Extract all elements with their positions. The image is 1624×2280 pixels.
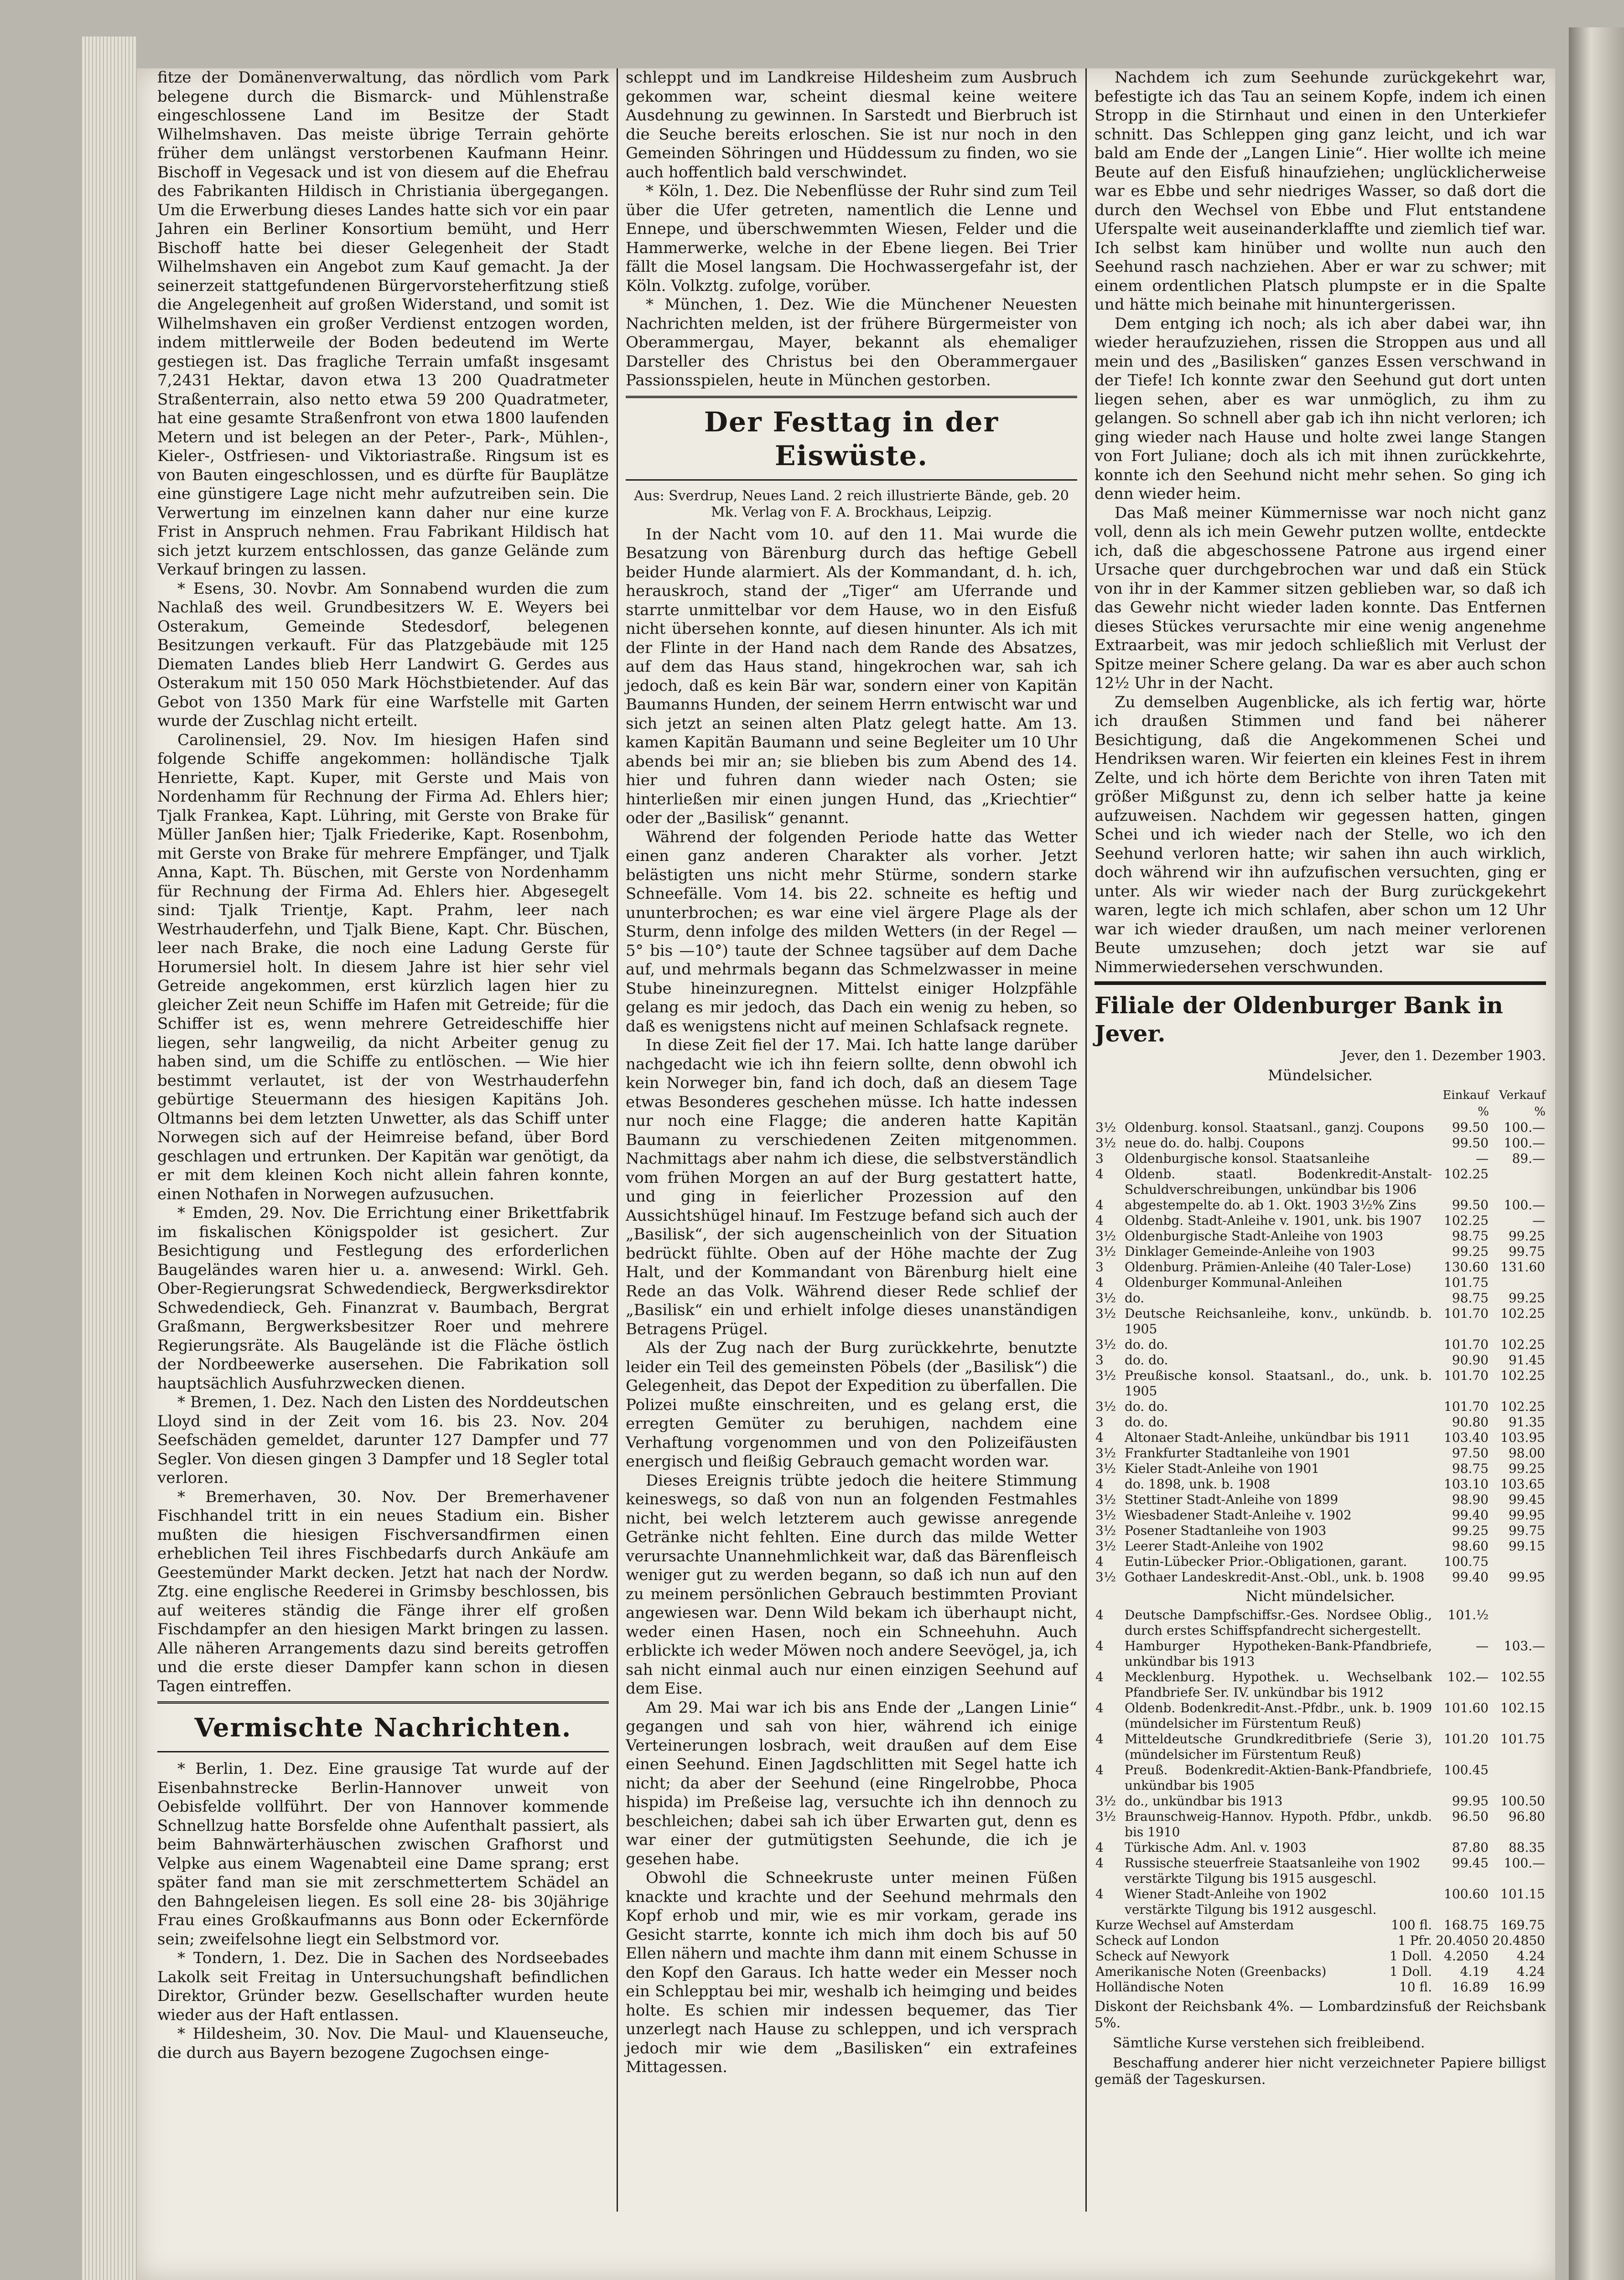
column-left: [157, 68, 609, 2062]
table-cell: 3½: [1095, 1809, 1116, 1824]
table-row: [1095, 1886, 1546, 1902]
table-cell: 4: [1095, 1731, 1104, 1746]
table-row: [1095, 1135, 1546, 1151]
table-cell: do. do.: [1125, 1352, 1168, 1368]
table-cell: Deutsche Reichsanleihe, konv., unkündb. b. 1905: [1125, 1306, 1432, 1337]
table-row: [1095, 1492, 1546, 1508]
table-row: [1095, 1607, 1546, 1638]
table-cell: Türkische Adm. Anl. v. 1903: [1125, 1840, 1307, 1855]
table-cell: 102.25: [1444, 1166, 1489, 1181]
table-cell: [1489, 1554, 1546, 1570]
table-cell: 3: [1095, 1414, 1104, 1430]
table-cell: do., unkündbar bis 1913: [1125, 1793, 1283, 1808]
table-cell: 99.75: [1508, 1244, 1545, 1259]
table-row: [1095, 1213, 1546, 1228]
table-cell: 100.75: [1444, 1554, 1489, 1569]
table-cell: Scheck auf Newyork: [1095, 1948, 1230, 1964]
col-header-sell: Verkauf: [1499, 1088, 1546, 1102]
table-cell: 103.65: [1500, 1476, 1545, 1492]
table-cell: Wiesbadener Stadt-Anleihe v. 1902: [1125, 1507, 1352, 1523]
table-cell: [1489, 1902, 1546, 1917]
table-cell: Frankfurter Stadtanleihe von 1901: [1125, 1445, 1351, 1461]
table-row: [1095, 1244, 1546, 1259]
paragraph: * Tondern, 1. Dez. Die in Sachen des Nordseebades Lakolk seit Freitag in Untersuchungshaft befindlichen Direktor, Gründer bezw. Gesellschafter wurden heute wieder aus der Haft entlassen.: [157, 1949, 609, 2024]
column-middle: [626, 68, 1077, 2077]
table-cell: Mecklenburg. Hypothek. u. Wechselbank Pfandbriefe Ser. IV. unkündbar bis 1912: [1125, 1669, 1432, 1700]
table-cell: Altonaer Stadt-Anleihe, unkündbar bis 1911: [1125, 1430, 1411, 1445]
table-cell: 4: [1095, 1607, 1104, 1622]
table-cell: 4: [1095, 1554, 1104, 1569]
paragraph: * Esens, 30. Novbr. Am Sonnabend wurden die zum Nachlaß des weil. Grundbesitzers W. E. Weyers bei Osterakum, Gemeinde Stedesdorf, belegenen Besitzungen verkauft. Für das Platzgebäude mit 125 Diematen Landes blieb Herr Landwirt G. Gerdes aus Osterakum mit 150 050 Mark Höchstbietender. Auf das Gebot von 1350 Mark für eine Warfstelle mit Garten wurde der Zuschlag nicht erteilt.: [157, 579, 609, 730]
table-cell: 103.10: [1444, 1476, 1489, 1492]
table-cell: Kurze Wechsel auf Amsterdam: [1095, 1917, 1294, 1933]
exchange-table: [1095, 1917, 1546, 1995]
table-row: [1095, 1151, 1546, 1166]
table-cell: 1 Doll.: [1390, 1964, 1432, 1979]
table-row: [1095, 1793, 1546, 1809]
table-cell: Holländische Noten: [1095, 1979, 1224, 1995]
table-cell: [1489, 1166, 1546, 1197]
table-cell: 99.45: [1452, 1855, 1489, 1871]
table-cell: 99.25: [1452, 1244, 1489, 1259]
table-row: [1095, 1430, 1546, 1446]
table-row: [1095, 1902, 1546, 1917]
table-cell: Mitteldeutsche Grundkreditbriefe (Serie 3), (mündelsicher im Fürstentum Reuß): [1125, 1731, 1432, 1762]
paragraph: Carolinensiel, 29. Nov. Im hiesigen Hafen sind folgende Schiffe angekommen: holländische Tjalk Henriette, Kapt. Kuper, mit Gerste und Mais von Nordenhamm für Rechnung der Firma Ad. Ehlers hier; Tjalk Frankea, Kapt. Lühring, mit Gerste von Brake für Müller Janßen hier; Tjalk Friederike, Kapt. Rosenbohm, mit Gerste von Brake für mehrere Empfänger, und Tjalk Anna, Kapt. Th. Büschen, mit Gerste von Nordenhamm für Rechnung der Firma Ad. Ehlers hier. Abgesegelt sind: Tjalk Trientje, Kapt. Prahm, leer nach Westrhauderfehn, und Tjalk Biene, Kapt. Chr. Büschen, leer nach Brake, die noch eine Ladung Gerste für Horumersiel holt. In diesem Jahre ist hier sehr viel Getreide angekommen, erst kürzlich lagen hier zu gleicher Zeit neun Schiffe im Hafen mit Getreide; für die Schiffer ist es, wenn mehrere Getreideschiffe hier liegen, sehr langweilig, da nicht Arbeiter genug zu haben sind, um die Schiffe zu entlöschen. — Wie hier bestimmt verlautet, ist der von Westrhauderfehn gebürtige Steuermann des hiesigen Kapitäns Joh. Oltmanns bei dem letzten Unwetter, als das Schiff unter Norwegen sich auf der Heimreise befand, über Bord geschlagen und ertrunken. Der Kapitän war genötigt, da er mit dem kleinen Koch nicht allein fahren konnte, einen Nothafen in Norwegen aufzusuchen.: [157, 731, 609, 1203]
col-unit-buy: %: [1478, 1104, 1489, 1119]
table-row: [1095, 1554, 1546, 1570]
paragraph: * Köln, 1. Dez. Die Nebenflüsse der Ruhr sind zum Teil über die Ufer getreten, namentlich die Lenne und Ennepe, und überschwemmten Wiesen, Felder und die Hammerwerke, welche in der Ebene liegen. Bei Trier fällt die Mosel langsam. Die Hochwassergefahr ist, der Köln. Volkztg. zufolge, vorüber.: [626, 182, 1077, 295]
table-row: [1095, 1979, 1546, 1995]
table-cell: Oldenb. staatl. Bodenkredit-Anstalt-Schuldverschreibungen, unkündbar bis 1906: [1125, 1166, 1432, 1197]
table-cell: neue do. do. halbj. Coupons: [1125, 1135, 1304, 1150]
table-cell: 91.45: [1508, 1352, 1545, 1368]
table-cell: do. do.: [1125, 1399, 1168, 1414]
table-cell: 98.60: [1452, 1538, 1489, 1554]
table-cell: 131.60: [1500, 1259, 1545, 1275]
paragraph: * Berlin, 1. Dez. Eine grausige Tat wurde auf der Eisenbahnstrecke Berlin-Hannover unweit von Oebisfelde vollführt. Der von Hannover kommende Schnellzug hatte Borsfelde ohne Aufenthalt passiert, als beim Bahnwärterhäuschen zwischen Grafhorst und Velpke aus einem Wagenabteil eine Dame sprang; erst später fand man sie mit zerschmettertem Schädel an den Bahngeleisen liegen. Es soll eine 28- bis 30jährige Frau eines Großkaufmanns aus Bonn oder Eckernförde sein; zweifelsohne liegt ein Selbstmord vor.: [157, 1760, 609, 1948]
table-cell: 101.70: [1444, 1337, 1489, 1352]
table-cell: 99.25: [1452, 1523, 1489, 1538]
table-row: [1095, 1964, 1546, 1979]
table-row: [1095, 1337, 1546, 1352]
table-row: [1095, 1638, 1546, 1669]
paragraph: Zu demselben Augenblicke, als ich fertig war, hörte ich draußen Stimmen und fand bei näherer Besichtigung, daß die Angekommenen Schei und Hendriksen waren. Wir feierten ein kleines Fest in ihrem Zelte, und ich hörte dem Berichte von ihren Taten mit größer Mißgunst zu, denn ich selber hatte ja keine aufzuweisen. Nachdem wir gegessen hatten, gingen Schei und ich wieder nach der Stelle, wo ich den Seehund verloren hatte; wir sahen ihn auch wirklich, doch während wir ihn aufzufischen versuchten, ging er unter. Als wir wieder nach der Burg zurückgekehrt waren, legte ich mich schlafen, aber schon um 12 Uhr war ich wieder draußen, um nach meiner verlorenen Beute umzusehen; doch jetzt war sie auf Nimmerwiedersehen verschwunden.: [1095, 693, 1546, 976]
table-row: [1095, 1840, 1546, 1855]
table-cell: 4: [1095, 1700, 1104, 1715]
table-cell: 99.25: [1508, 1461, 1545, 1476]
table-cell: 1 Doll.: [1390, 1948, 1432, 1964]
table-cell: Eutin-Lübecker Prior.-Obligationen, garant.: [1125, 1554, 1407, 1569]
table-cell: 98.00: [1508, 1445, 1545, 1461]
table-cell: 3½: [1095, 1399, 1116, 1414]
table-row: [1095, 1477, 1546, 1492]
table-cell: 101.70: [1444, 1368, 1489, 1383]
table-row: [1095, 1228, 1546, 1244]
table-cell: 3½: [1095, 1228, 1116, 1244]
table-cell: verstärkte Tilgung bis 1912 ausgeschl.: [1125, 1902, 1377, 1917]
table-cell: 103.95: [1500, 1430, 1545, 1445]
table-cell: 3½: [1095, 1368, 1116, 1383]
table-cell: 1 Pfr.: [1397, 1933, 1432, 1948]
table-cell: 3½: [1095, 1244, 1116, 1259]
table-cell: 87.80: [1452, 1840, 1489, 1855]
table-cell: 3½: [1095, 1492, 1116, 1507]
table-cell: Oldenb. Bodenkredit-Anst.-Pfdbr., unk. b. 1909 (mündelsicher im Fürstentum Reuß): [1125, 1700, 1432, 1731]
table-cell: 99.15: [1508, 1538, 1545, 1554]
article-heading-box: [626, 396, 1077, 481]
bank-date: Jever, den 1. Dezember 1903.: [1341, 1048, 1546, 1064]
table-cell: 98.90: [1452, 1492, 1489, 1507]
table-cell: 100 fl.: [1391, 1917, 1432, 1933]
table-cell: 102.25: [1500, 1306, 1545, 1321]
paragraph: Dieses Ereignis trübte jedoch die heitere Stimmung keineswegs, so daß von nun an folgenden Festmahles nicht, bei welch letzterem auch gewisse anregende Getränke nicht fehlten. Eine durch das milde Wetter verursachte Unannehmlichkeit war, daß das Bärenfleisch weniger gut zu werden begann, so daß ich nun auf den zu meinem persönlichen Gebrauch bestimmten Proviant angewiesen war. Denn Wild bekam ich überhaupt nicht, weder einen Hasen, noch ein Schneehuhn. Auch erblickte ich weder Möwen noch andere Seevögel, ja, ich sah nicht einmal auch nur einen einzigen Seehund auf dem Eise.: [626, 1471, 1077, 1698]
table-row: [1095, 1197, 1546, 1213]
table-cell: 99.40: [1452, 1507, 1489, 1523]
bank-foot-1: Sämtliche Kurse verstehen sich freibleibend.: [1113, 2035, 1425, 2051]
table-cell: 3½: [1095, 1290, 1116, 1306]
table-row: [1095, 1352, 1546, 1368]
table-row: [1095, 1120, 1546, 1135]
table-cell: [1433, 1902, 1489, 1917]
table-row: [1095, 1948, 1546, 1964]
table-row: [1095, 1933, 1546, 1948]
table-cell: 3½: [1095, 1337, 1116, 1352]
table-cell: 96.80: [1508, 1809, 1545, 1824]
table-cell: 4.19: [1460, 1964, 1489, 1979]
table-row: [1095, 1762, 1546, 1793]
table-cell: 100.—: [1504, 1855, 1545, 1871]
table-cell: 97.50: [1452, 1445, 1489, 1461]
table-cell: 99.95: [1508, 1569, 1545, 1585]
table-row: [1095, 1731, 1546, 1762]
table-cell: —: [1476, 1638, 1489, 1653]
table-cell: Oldenbg. Stadt-Anleihe v. 1901, unk. bis 1907: [1125, 1213, 1422, 1228]
table-row: [1095, 1871, 1546, 1886]
table-cell: 20.4850: [1492, 1933, 1545, 1948]
table-cell: Posener Stadtanleihe von 1903: [1125, 1523, 1327, 1538]
table-cell: abgestempelte do. ab 1. Okt. 1903 3½% Zins: [1125, 1197, 1416, 1213]
paragraph: In diese Zeit fiel der 17. Mai. Ich hatte lange darüber nachgedacht wie ich ihn feiern sollte, denn obwohl ich kein Norweger bin, fand ich doch, daß an diesem Tage etwas Besonderes geschehen müsse. Ich hatte indessen nur noch eine Flagge; die anderen hatte Kapitän Baumann zu verschiedenen Zeiten mitgenommen. Nachmittags aber nahm ich diese, die selbstverständlich vom frühen Morgen an auf der Burg gestattert hatte, und ging in feierlicher Prozession auf den Aussichtshügel hinauf. Im Festzuge befand sich auch der „Basilisk“, der sich augenscheinlich von der Situation bedrückt fühlte. Oben auf der Höhe machte der Zug Halt, und der Kommandant von Bärenburg hielt eine Rede an das Volk. Während dieser Rede schlief der „Basilisk“ ein und erhielt infolge dieses unanständigen Betragens Prügel.: [626, 1036, 1077, 1338]
table-cell: —: [1532, 1213, 1545, 1228]
table-cell: do. do.: [1125, 1337, 1168, 1352]
table-cell: 3½: [1095, 1119, 1116, 1135]
column-rule: [1085, 68, 1087, 2212]
table-cell: Gothaer Landeskredit-Anst.-Obl., unk. b. 1908: [1125, 1569, 1425, 1585]
table-cell: 16.99: [1508, 1979, 1545, 1995]
table-cell: 101.60: [1444, 1700, 1489, 1715]
table-cell: Dinklager Gemeinde-Anleihe von 1903: [1125, 1244, 1375, 1259]
table-cell: 4: [1095, 1886, 1104, 1902]
table-cell: 4.24: [1516, 1964, 1545, 1979]
table-cell: 3: [1095, 1352, 1104, 1368]
table-cell: 98.75: [1452, 1290, 1489, 1306]
paragraph: * Bremen, 1. Dez. Nach den Listen des Norddeutschen Lloyd sind in der Zeit vom 16. bis 23. Nov. 204 Seefschäden gemeldet, darunter 127 Dampfer und 77 Segler. Von diesen gingen 3 Dampfer und 18 Segler total verloren.: [157, 1393, 609, 1487]
table-cell: 91.35: [1508, 1414, 1545, 1430]
table-cell: Scheck auf London: [1095, 1933, 1219, 1948]
paragraph: In der Nacht vom 10. auf den 11. Mai wurde die Besatzung von Bärenburg durch das heftige Gebell beider Hunde alarmiert. Als der Kommandant, d. h. ich, herauskroch, stand der „Tiger“ am Uferrande und starrte unmittelbar vor dem Hause, wo in den Eisfuß nicht übersehen konnte, auf diesen hinunter. Als ich mit der Flinte in der Hand nach dem Rande des Absatzes, auf dem das Haus stand, hingekrochen war, sah ich jedoch, daß es kein Bär war, sondern einer von Kapitän Baumanns Hunden, der seinem Herrn entwischt war und sich jetzt an seinen alten Platz gelegt hatte. Am 13. kamen Kapitän Baumann und seine Begleiter um 10 Uhr abends bei mir an; sie blieben bis zum Abend des 14. hier und fuhren dann wieder nach Osten; sie hinterließen mir einen jungen Hund, das „Kriechtier“ oder der „Basilisk“ genannt.: [626, 525, 1077, 827]
table-row: [1095, 1700, 1546, 1731]
table-cell: 4: [1095, 1669, 1104, 1684]
page-edge: [82, 36, 137, 2280]
paragraph: Das Maß meiner Kümmernisse war noch nicht ganz voll, denn als ich mein Gewehr putzen wollte, entdeckte ich, daß die abgeschossene Patrone aus irgend einer Ursache quer durchgebrochen war und daß ein Stück von ihr in der Kammer sitzen geblieben war, so daß ich das Gewehr nicht wieder laden konnte. Das Entfernen dieses Stückes verursachte mir eine wenig angenehme Extraarbeit, was mir jedoch schließlich mit Verlust der Spitze meiner Schere gelang. Da war es aber auch schon 12½ Uhr in der Nacht.: [1095, 503, 1546, 692]
table-cell: 4: [1095, 1476, 1104, 1492]
table-cell: Leerer Stadt-Anleihe von 1902: [1125, 1538, 1324, 1554]
section-heading: Vermischte Nachrichten.: [194, 1713, 572, 1743]
table-row: [1095, 1166, 1546, 1197]
table-row: [1095, 1446, 1546, 1461]
table-cell: 99.25: [1508, 1228, 1545, 1244]
bank-section-2: Nicht mündelsicher.: [1245, 1587, 1395, 1605]
table-cell: 4: [1095, 1762, 1104, 1777]
table-cell: [1489, 1607, 1546, 1638]
table-cell: 88.35: [1508, 1840, 1545, 1855]
table-cell: 3½: [1095, 1507, 1116, 1523]
table-cell: 103.40: [1444, 1430, 1489, 1445]
table-cell: verstärkte Tilgung bis 1915 ausgeschl.: [1125, 1871, 1377, 1886]
table-cell: 90.80: [1452, 1414, 1489, 1430]
table-cell: Wiener Stadt-Anleihe von 1902: [1125, 1886, 1327, 1902]
table-cell: 3½: [1095, 1523, 1116, 1538]
table-cell: 3½: [1095, 1569, 1116, 1585]
table-row: [1095, 1290, 1546, 1306]
table-cell: Oldenburg. Prämien-Anleihe (40 Taler-Lose): [1125, 1259, 1411, 1275]
table-row: [1095, 1275, 1546, 1290]
table-cell: do. do.: [1125, 1414, 1168, 1430]
table-cell: 100.—: [1504, 1135, 1545, 1150]
table-cell: 3: [1095, 1259, 1104, 1275]
table-cell: 20.4050: [1436, 1933, 1489, 1948]
table-cell: 102.—: [1447, 1669, 1489, 1684]
table-cell: 130.60: [1444, 1259, 1489, 1275]
table-row: [1095, 1399, 1546, 1415]
table-cell: 3½: [1095, 1135, 1116, 1150]
table-row: [1095, 1570, 1546, 1585]
table-cell: Stettiner Stadt-Anleihe von 1899: [1125, 1492, 1339, 1507]
table-cell: 101.70: [1444, 1306, 1489, 1321]
table-cell: 16.89: [1452, 1979, 1489, 1995]
table-cell: 3½: [1095, 1793, 1116, 1808]
table-cell: 89.—: [1512, 1150, 1545, 1166]
table-cell: 101.½: [1448, 1607, 1489, 1622]
table-cell: 3½: [1095, 1461, 1116, 1476]
table-cell: 99.50: [1452, 1119, 1489, 1135]
table-cell: 101.15: [1500, 1886, 1545, 1902]
table-cell: 99.95: [1452, 1793, 1489, 1808]
paragraph: Als der Zug nach der Burg zurückkehrte, benutzte leider ein Teil des gemeinsten Pöbels (der „Basilisk“) die Gelegenheit, das Depot der Expedition zu überfallen. Die Polizei mußte einschreiten, und es gelang erst, die erregten Gemüter zu beruhigen, nachdem eine Verhaftung vorgenommen und von den Polizeifäusten energisch und fleißig Gebrauch gemacht worden war.: [626, 1339, 1077, 1471]
table-cell: Oldenburger Kommunal-Anleihen: [1125, 1275, 1343, 1290]
section-heading-box: [157, 1701, 609, 1752]
table-row: [1095, 1809, 1546, 1840]
table-cell: 102.25: [1500, 1337, 1545, 1352]
col-unit-sell: %: [1534, 1104, 1546, 1119]
table-cell: Amerikanische Noten (Greenbacks): [1095, 1964, 1327, 1979]
table-cell: 99.75: [1508, 1523, 1545, 1538]
table-cell: 4: [1095, 1275, 1104, 1290]
paragraph: * München, 1. Dez. Wie die Münchener Neuesten Nachrichten melden, ist der frühere Bürgermeister von Oberammergau, Mayer, bekannt als ehemaliger Darsteller des Christus bei den Oberammergauer Passionsspielen, heute in München gestorben.: [626, 295, 1077, 389]
table-cell: [1433, 1871, 1489, 1886]
column-rule: [617, 68, 618, 2212]
table-cell: 102.25: [1444, 1213, 1489, 1228]
table-cell: 102.25: [1500, 1368, 1545, 1383]
table-cell: 100.—: [1504, 1119, 1545, 1135]
table-cell: 102.55: [1500, 1669, 1545, 1684]
table-cell: 99.45: [1508, 1492, 1545, 1507]
table-cell: Deutsche Dampfschiffsr.-Ges. Nordsee Oblig., durch erstes Schiffspfandrecht sichergestellt.: [1125, 1607, 1432, 1638]
table-cell: do. 1898, unk. b. 1908: [1125, 1476, 1270, 1492]
table-cell: 100.60: [1444, 1886, 1489, 1902]
table-row: [1095, 1523, 1546, 1539]
table-cell: 100.45: [1444, 1762, 1489, 1777]
table-cell: [1489, 1762, 1546, 1793]
paragraph: Während der folgenden Periode hatte das Wetter einen ganz anderen Charakter als vorher. Jetzt belästigten uns nicht mehr Stürme, sondern starke Schneefälle. Vom 14. bis 22. schneite es heftig und ununterbrochen; es war eine viel ärgere Plage als der Sturm, denn infolge des milden Wetters (in der Regel —5° bis —10°) taute der Schnee tagsüber auf dem Dache auf, und mehrmals begann das Schmelzwasser in meine Stube hineinzuregnen. Mittelst einiger Holzpfähle gelang es mir jedoch, das Dach ein wenig zu heben, so daß es wenigstens nicht auf meinen Schlafsack regnete.: [626, 828, 1077, 1036]
article-heading: Der Festtag in der Eiswüste.: [704, 406, 999, 472]
table-cell: Russische steuerfreie Staatsanleihe von 1902: [1125, 1855, 1421, 1871]
table-cell: 3½: [1095, 1538, 1116, 1554]
table-row: [1095, 1306, 1546, 1337]
table-cell: 168.75: [1444, 1917, 1489, 1933]
table-cell: 100.—: [1504, 1197, 1545, 1213]
bank-title: Filiale der Oldenburger Bank in Jever.: [1095, 981, 1546, 1048]
table-cell: 4: [1095, 1430, 1104, 1445]
rates-table-2: [1095, 1607, 1546, 1917]
table-cell: 90.90: [1452, 1352, 1489, 1368]
bank-section-1: Mündelsicher.: [1268, 1067, 1373, 1084]
table-cell: 102.15: [1500, 1700, 1545, 1715]
table-cell: [1489, 1275, 1546, 1290]
paragraph: * Emden, 29. Nov. Die Errichtung einer Brikettfabrik im fiskalischen Königspolder ist gesichert. Zur Besichtigung und Festlegung des erforderlichen Baugeländes waren hier u. a. anwesend: Wirkl. Geh. Ober-Regierungsrat Schwedendieck, Bergwerksdirektor Schwedendieck, Geh. Finanzrat v. Baumbach, Bergrat Graßmann, Bergwerksbesitzer Roer und mehrere Regierungsräte. Als Baugelände ist die Fläche östlich der Nordbeewerke ausersehen. Die Fabrikation soll hauptsächlich Ausfuhrzwecken dienen.: [157, 1204, 609, 1393]
table-row: [1095, 1539, 1546, 1554]
table-cell: 99.50: [1452, 1135, 1489, 1150]
table-cell: Hamburger Hypotheken-Bank-Pfandbriefe, unkündbar bis 1913: [1125, 1638, 1432, 1669]
table-cell: Oldenburg. konsol. Staatsanl., ganzj. Coupons: [1125, 1119, 1424, 1135]
table-cell: do.: [1125, 1290, 1145, 1306]
table-cell: 4: [1095, 1166, 1104, 1181]
book-spine: [1569, 27, 1624, 2280]
table-cell: 98.75: [1452, 1228, 1489, 1244]
table-row: [1095, 1259, 1546, 1275]
discount-note: Diskont der Reichsbank 4%. — Lombardzinsfuß der Reichsbank 5%.: [1095, 1999, 1546, 2031]
paragraph: schleppt und im Landkreise Hildesheim zum Ausbruch gekommen war, scheint diesmal keine weitere Ausdehnung zu gewinnen. In Sarstedt und Bierbruch ist die Seuche bereits erloschen. Sie ist nur noch in den Gemeinden Söhringen und Hüddessum zu finden, wo sie auch hoffentlich bald verschwindet.: [626, 68, 1077, 181]
table-cell: 98.75: [1452, 1461, 1489, 1476]
table-cell: 101.75: [1444, 1275, 1489, 1290]
table-cell: 99.40: [1452, 1569, 1489, 1585]
table-cell: 99.25: [1508, 1290, 1545, 1306]
table-cell: 3: [1095, 1150, 1104, 1166]
table-cell: 3½: [1095, 1445, 1116, 1461]
table-cell: 4.24: [1516, 1948, 1545, 1964]
paragraph: Nachdem ich zum Seehunde zurückgekehrt war, befestigte ich das Tau an seinem Kopfe, indem ich einen Stropp in die Stirnhaut und einen in den Unterkiefer schnitt. Das Schleppen ging ganz leicht, und ich war bald am Ende der „Langen Linie“. Hier wollte ich meine Beute auf den Eisfuß hinaufziehen; unglücklicherweise war es Ebbe und sehr niedriges Wasser, so daß dort die durch den Wechsel von Ebbe und Flut entstandene Uferspalte weit auseinanderklaffte und ziemlich tief war. Ich selbst kam hinüber und wollte nun auch den Seehund rasch nachziehen. Aber er war zu schwer; mit einem ordentlichen Platsch plumpste er in die Spalte und hätte mich beinahe mit hinuntergerissen.: [1095, 68, 1546, 314]
table-cell: 102.25: [1500, 1399, 1545, 1414]
table-cell: 4.2050: [1444, 1948, 1489, 1964]
table-row: [1095, 1461, 1546, 1477]
table-cell: 4: [1095, 1855, 1104, 1871]
table-cell: 4: [1095, 1197, 1104, 1213]
table-cell: 100.50: [1500, 1793, 1545, 1808]
table-cell: Preußische konsol. Staatsanl., do., unk. b. 1905: [1125, 1368, 1432, 1399]
bank-foot-2: Beschaffung anderer hier nicht verzeichneter Papiere billigst gemäß der Tageskursen.: [1095, 2055, 1546, 2088]
table-cell: 4: [1095, 1840, 1104, 1855]
table-cell: Preuß. Bodenkredit-Aktien-Bank-Pfandbriefe, unkündbar bis 1905: [1125, 1762, 1432, 1793]
table-row: [1095, 1917, 1546, 1933]
table-cell: —: [1476, 1150, 1489, 1166]
rates-table-1: [1095, 1087, 1546, 1585]
table-cell: 101.20: [1444, 1731, 1489, 1746]
paragraph: Dem entging ich noch; als ich aber dabei war, ihn wieder heraufzuziehen, rissen die Stroppen aus und all mein und des „Basilisken“ ganzes Essen verschwand in der Tiefe! Ich konnte zwar den Seehund gut dort unten liegen sehen, aber es war unmöglich, zu ihm zu gelangen. So schnell aber gab ich ihn nicht verloren; ich ging wieder nach Hause und holte zwei lange Stangen von Fort Juliane; doch als ich mit ihnen zurückkehrte, konnte ich den Seehund nicht mehr sehen. So ging ich denn wieder heim.: [1095, 314, 1546, 503]
table-cell: Oldenburgische Stadt-Anleihe von 1903: [1125, 1228, 1384, 1244]
table-row: [1095, 1415, 1546, 1430]
table-cell: 96.50: [1452, 1809, 1489, 1824]
paragraph: fitze der Domänenverwaltung, das nördlich vom Park belegene durch die Bismarck- und Mühlenstraße eingeschlossene Land im Besitze der Stadt Wilhelmshaven. Das meiste übrige Terrain gehörte früher dem unlängst verstorbenen Kaufmann Heinr. Bischoff in Vegesack und ist von diesem auf die Ehefrau des Fabrikanten Hildisch in Christiania übergegangen. Um die Erwerbung dieses Landes hatte sich vor ein paar Jahren ein Berliner Konsortium bemüht, und Herr Bischoff hatte bei dieser Gelegenheit der Stadt Wilhelmshaven ein Angebot zum Kauf gemacht. Ja der seinerzeit stattgefundenen Bürgervorsteherfitzung stieß die Angelegenheit auf großen Widerstand, und somit ist Wilhelmshaven ein großer Verdienst entzogen worden, indem mittlerweile der Boden bedeutend im Werte gestiegen ist. Das fragliche Terrain umfaßt insgesamt 7,2431 Hektar, davon etwa 13 200 Quadratmeter Straßenterrain, also netto etwa 59 200 Quadratmeter, hat eine gesamte Straßenfront von etwa 1800 laufenden Metern und ist belegen an der Peter-, Park-, Mühlen-, Kieler-, Ostfriesen- und Viktoriastraße. Ringsum ist es von Bauten eingeschlossen, und es dürfte für Bauplätze eine günstigere Lage nicht mehr aufzutreiben sein. Die Verwertung im einzelnen kann daher nur eine kurze Frist in Anspruch nehmen. Frau Fabrikant Hildisch hat sich jetzt kurzem entschlossen, das ganze Gelände zum Verkauf bringen zu lassen.: [157, 68, 609, 579]
table-cell: Kieler Stadt-Anleihe von 1901: [1125, 1461, 1320, 1476]
table-cell: 4: [1095, 1638, 1104, 1653]
table-row: [1095, 1855, 1546, 1871]
table-cell: 101.75: [1500, 1731, 1545, 1746]
paragraph: * Bremerhaven, 30. Nov. Der Bremerhavener Fischhandel tritt in ein neues Stadium ein. Bisher mußten die hiesigen Fischversandfirmen einen erheblichen Teil ihres Fischbedarfs durch Ankäufe am Geestemünder Markt decken. Jetzt hat nach der Nordw. Ztg. eine englische Reederei in Grimsby beschlossen, bis auf weiteres ständig die Fänge ihrer elf großen Fischdampfer an den hiesigen Markt bringen zu lassen. Alle näheren Arrangements dazu sind bereits getroffen und die erste dieser Dampfer kann schon in diesen Tagen eintreffen.: [157, 1487, 609, 1695]
table-cell: 10 fl.: [1399, 1979, 1432, 1995]
table-cell: Oldenburgische konsol. Staatsanleihe: [1125, 1150, 1370, 1166]
table-cell: 4: [1095, 1213, 1104, 1228]
table-row: [1095, 1368, 1546, 1399]
table-row: [1095, 1508, 1546, 1523]
paragraph: Obwohl die Schneekruste unter meinen Füßen knackte und krachte und der Seehund mehrmals den Kopf erhob und mir, wie es mir vorkam, gerade ins Gesicht starrte, konnte ich mich ihm doch bis auf 50 Ellen nähern und machte ihm dann mit einem Schusse in den Kopf den Garaus. Ich hatte weder ein Messer noch ein Schlepptau bei mir, weshalb ich heimging und beides holte. Es schien mir indessen bequemer, das Tier unzerlegt nach Hause zu schleppen, und ich versprach jedoch mir wie dem „Basilisken“ ein extrafeines Mittagessen.: [626, 1869, 1077, 2076]
table-cell: [1095, 1902, 1124, 1917]
column-right: [1095, 68, 1546, 2088]
table-cell: 99.95: [1508, 1507, 1545, 1523]
paragraph: Am 29. Mai war ich bis ans Ende der „Langen Linie“ gegangen und sah von hier, während ich einige Verteinerungen losbrach, weit draußen auf dem Eise einen Seehund. Einen Jagdschlitten mit Segel hatte ich nicht; da aber der Seehund (eine Ringelrobbe, Phoca hispida) im Preßeise lag, versuchte ich ihn dennoch zu beschleichen; dabei sah ich über Erwarten gut, denn es war einer der gutmütigsten Seehunde, die ich je gesehen habe.: [626, 1698, 1077, 1868]
paragraph: * Hildesheim, 30. Nov. Die Maul- und Klauenseuche, die durch aus Bayern bezogene Zugochsen einge-: [157, 2025, 609, 2062]
table-cell: 3½: [1095, 1306, 1116, 1321]
table-cell: 103.—: [1504, 1638, 1545, 1653]
table-cell: [1095, 1871, 1124, 1886]
table-cell: [1489, 1871, 1546, 1886]
table-cell: 101.70: [1444, 1399, 1489, 1414]
article-source: Aus: Sverdrup, Neues Land. 2 reich illustrierte Bände, geb. 20 Mk. Verlag von F. A. Brockhaus, Leipzig.: [634, 487, 1069, 520]
table-row: [1095, 1669, 1546, 1700]
table-cell: 99.50: [1452, 1197, 1489, 1213]
table-cell: Braunschweig-Hannov. Hypoth. Pfdbr., unkdb. bis 1910: [1125, 1809, 1432, 1840]
col-header-buy: Einkauf: [1442, 1088, 1489, 1102]
table-cell: 169.75: [1500, 1917, 1545, 1933]
